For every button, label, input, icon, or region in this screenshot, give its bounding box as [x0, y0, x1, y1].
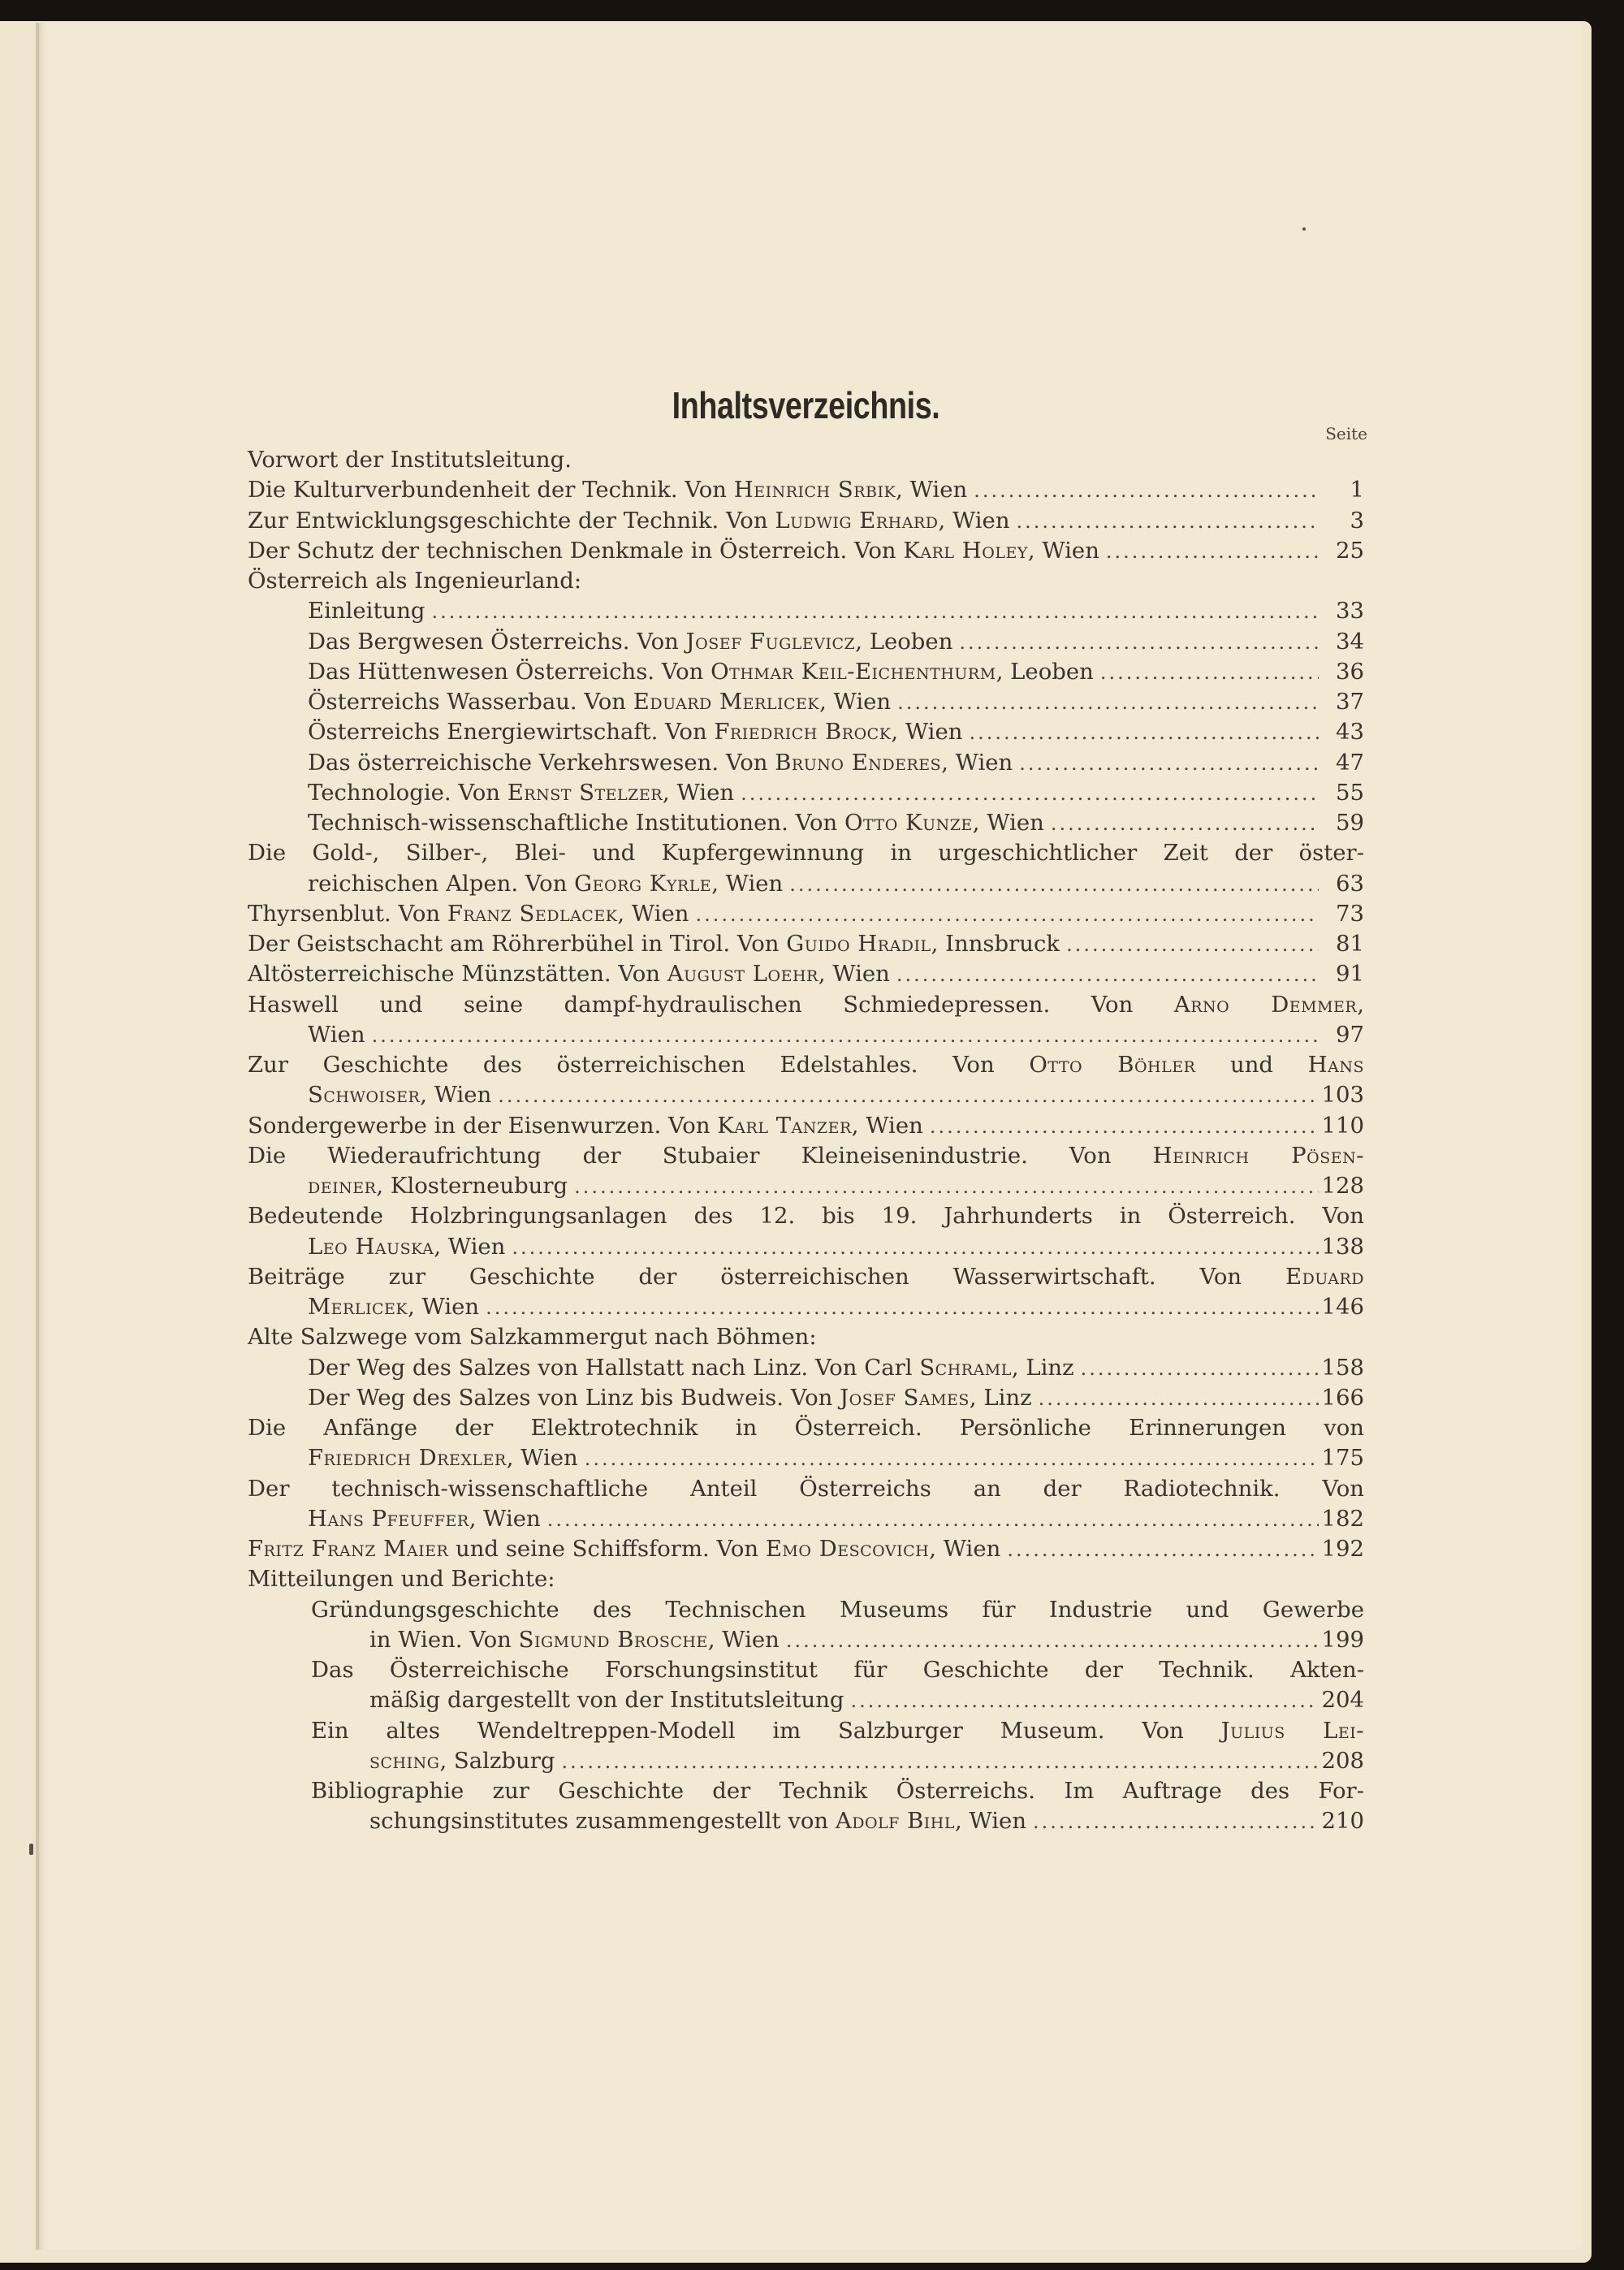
entry-title-text: Die Anfänge der Elektrotechnik in Österreich. Persönliche Erinnerungen von	[248, 1415, 1364, 1441]
author-name: Josef Fuglevicz	[685, 628, 856, 655]
toc-entry	[248, 990, 1364, 1020]
entry-title-text: Der Weg des Salzes von Hallstatt nach Linz. Von Carl	[308, 1354, 920, 1381]
author-name: Leo Hauska	[308, 1233, 434, 1260]
toc-entry	[248, 627, 1364, 657]
page-number: 204	[1321, 1687, 1364, 1714]
leader-dots	[425, 597, 1319, 627]
leader-dots	[541, 1505, 1319, 1535]
entry-title-text: , Wien	[818, 961, 890, 988]
toc-entry-text	[311, 1655, 1364, 1685]
author-name: Friedrich Drexler	[308, 1445, 507, 1472]
entry-title-text: , Wien	[896, 477, 968, 504]
toc-entry	[248, 778, 1364, 808]
entry-title-text: Österreich als Ingenieurland:	[248, 568, 582, 594]
entry-title-text: , Wien	[408, 1294, 480, 1320]
toc-entry	[248, 1232, 1364, 1262]
toc-entry	[248, 869, 1364, 899]
author-name: Guido Hradil	[786, 931, 931, 957]
leader-dots	[1094, 658, 1319, 688]
author-name: Emo Descovich	[765, 1536, 930, 1562]
author-name: Eduard Merlicek	[633, 689, 820, 715]
entry-title-text: Das Österreichische Forschungsinstitut für Geschichte der Technik. Akten-	[311, 1657, 1364, 1683]
entry-title-text: , Salzburg	[439, 1747, 555, 1774]
toc-entry-text	[248, 1413, 1364, 1443]
entry-title-text: Technisch-wissenschaftliche Institutionen. Von	[308, 810, 844, 836]
page-number: 210	[1321, 1808, 1364, 1835]
leader-dots	[491, 1081, 1319, 1111]
page-number: 55	[1336, 779, 1364, 806]
author-name: Julius Lei-	[1220, 1717, 1365, 1744]
toc-entry-text	[369, 1806, 1026, 1836]
page-number: 138	[1321, 1233, 1364, 1260]
author-name: Hans Pfeuffer	[308, 1505, 469, 1532]
entry-title-text: Technologie. Von	[308, 779, 508, 806]
entry-title-text: Alte Salzwege vom Salzkammergut nach Böhmen:	[248, 1324, 817, 1351]
entry-title-text: , Leoben	[855, 628, 953, 655]
toc-entry	[248, 899, 1364, 929]
author-name: August Loehr	[667, 961, 818, 988]
entry-title-text: Wien	[308, 1021, 365, 1048]
toc-entry-text	[248, 1534, 1000, 1564]
page-number: 43	[1336, 719, 1364, 746]
author-name: Heinrich Srbik	[733, 477, 896, 504]
author-name: Bruno Enderes	[775, 749, 942, 776]
entry-title-text: Gründungsgeschichte des Technischen Museums für Industrie und Gewerbe	[311, 1596, 1364, 1623]
toc-entry-text	[248, 1322, 817, 1352]
entry-title-text: Die Gold-, Silber-, Blei- und Kupfergewinnung in urgeschichtlicher Zeit der öster-	[248, 840, 1364, 867]
toc-entry-text	[308, 1080, 491, 1110]
toc-entry-text	[308, 748, 1013, 778]
entry-title-text: , Wien	[938, 507, 1010, 534]
toc-entry	[248, 1806, 1364, 1836]
toc-entry-text	[308, 657, 1094, 687]
entry-title-text: , Innsbruck	[931, 931, 1060, 957]
toc-entry-text	[248, 1050, 1364, 1080]
page-number: 81	[1336, 931, 1364, 957]
entry-title-text: , Wien	[420, 1082, 492, 1109]
page-number: 36	[1336, 658, 1364, 685]
toc-entry-text	[248, 1201, 1364, 1231]
leader-dots	[578, 1444, 1319, 1474]
toc-entry	[248, 959, 1364, 989]
entry-title-text: , Wien	[434, 1233, 506, 1260]
toc-entry-text	[248, 1474, 1364, 1504]
leader-dots	[890, 960, 1319, 990]
toc-entry	[248, 1111, 1364, 1141]
toc-entry	[248, 596, 1364, 626]
page-number: 47	[1336, 749, 1364, 776]
author-name: Karl Holey	[903, 537, 1028, 564]
page-number: 158	[1321, 1354, 1364, 1381]
entry-title-text: Vorwort der Institutsleitung.	[248, 447, 572, 473]
leader-dots	[568, 1172, 1319, 1202]
entry-title-text: Österreichs Wasserbau. Von	[308, 689, 633, 715]
entry-title-text: , Wien	[972, 810, 1044, 836]
toc-entry	[248, 1141, 1364, 1171]
entry-title-text: Sondergewerbe in der Eisenwurzen. Von	[248, 1112, 718, 1139]
entry-title-text: reichischen Alpen. Von	[308, 870, 575, 897]
entry-title-text: Das österreichische Verkehrswesen. Von	[308, 749, 775, 776]
toc-entry	[248, 687, 1364, 717]
leader-dots	[962, 718, 1319, 748]
entry-title-text: Haswell und seine dampf-hydraulischen Schmiedepressen. Von	[248, 991, 1174, 1018]
page-number: 103	[1321, 1082, 1364, 1109]
toc-entry-text	[311, 1595, 1364, 1625]
document-page	[36, 23, 1582, 2250]
author-name: Franz Sedlacek	[447, 900, 618, 927]
leader-dots	[967, 476, 1319, 506]
toc-entry	[248, 566, 1364, 596]
author-name: sching	[369, 1747, 440, 1774]
author-name: Schraml	[919, 1354, 1012, 1381]
leader-dots	[783, 870, 1319, 900]
author-name: Merlicek	[308, 1294, 408, 1320]
toc-entry	[248, 1413, 1364, 1443]
entry-title-text: Mitteilungen und Berichte:	[248, 1566, 555, 1593]
toc-entry-text	[248, 929, 1060, 959]
toc-entry	[248, 1383, 1364, 1413]
author-name: Ludwig Erhard	[775, 507, 939, 534]
toc-entry	[248, 808, 1364, 838]
page-number: 73	[1336, 900, 1364, 927]
toc-entry	[248, 657, 1364, 687]
page-number: 192	[1321, 1536, 1364, 1562]
leader-dots	[1060, 930, 1319, 960]
leader-dots	[734, 779, 1319, 809]
leader-dots	[689, 900, 1319, 930]
entry-title-text: , Wien	[711, 870, 784, 897]
toc-entry	[248, 536, 1364, 566]
leader-dots	[952, 628, 1319, 658]
toc-entry-text	[308, 1292, 479, 1322]
entry-title-text: mäßig dargestellt von der Institutsleitung	[369, 1687, 844, 1714]
toc-entry-text	[248, 566, 581, 596]
toc-entry-text	[369, 1625, 780, 1655]
toc-entry	[248, 1171, 1364, 1201]
entry-title-text: Die Kulturverbundenheit der Technik. Von	[248, 477, 734, 504]
toc-entry	[248, 1080, 1364, 1110]
leader-dots	[1026, 1807, 1319, 1837]
entry-title-text: ,	[1357, 991, 1364, 1018]
toc-entry	[248, 1201, 1364, 1231]
author-name: Arno Demmer	[1173, 991, 1358, 1018]
entry-title-text: , Linz	[1011, 1354, 1074, 1381]
entry-title-text: in Wien. Von	[369, 1626, 519, 1653]
paper-mark	[29, 1844, 33, 1855]
toc-entry-text	[308, 596, 425, 626]
page-number: 110	[1321, 1112, 1364, 1139]
page-number: 146	[1321, 1294, 1364, 1320]
entry-title-text: Bibliographie zur Geschichte der Technik Österreichs. Im Auftrage des For-	[311, 1778, 1364, 1804]
entry-title-text: Das Bergwesen Österreichs. Von	[308, 628, 686, 655]
page-number: 128	[1321, 1173, 1364, 1199]
toc-entry	[248, 838, 1364, 868]
toc-entry-text	[308, 1020, 365, 1050]
entry-title-text: , Wien	[891, 719, 963, 746]
toc-entry	[248, 1353, 1364, 1383]
entry-title-text: und	[1195, 1052, 1308, 1078]
entry-title-text: Die Wiederaufrichtung der Stubaier Kleineisenindustrie. Von	[248, 1142, 1153, 1169]
entry-title-text: Zur Entwicklungsgeschichte der Technik. Von	[248, 507, 775, 534]
page-number: 37	[1336, 689, 1364, 715]
entry-title-text: , Wien	[929, 1536, 1001, 1562]
facing-page-edge	[0, 21, 32, 2259]
toc-entry	[248, 475, 1364, 505]
entry-title-text: , Wien	[955, 1808, 1027, 1835]
toc-entry-text	[248, 1141, 1364, 1171]
toc-entry-text	[308, 1383, 1032, 1413]
toc-entry-text	[248, 506, 1010, 536]
toc-entry-text	[308, 687, 891, 717]
toc-entry-text	[369, 1746, 555, 1776]
toc-entry	[248, 929, 1364, 959]
toc-entry	[248, 1534, 1364, 1564]
toc-entry-text	[311, 1776, 1364, 1806]
entry-title-text: Der Weg des Salzes von Linz bis Budweis. Von	[308, 1384, 840, 1411]
entry-title-text: Österreichs Energiewirtschaft. Von	[308, 719, 715, 746]
entry-title-text: Einleitung	[308, 598, 425, 625]
toc-entry	[248, 1746, 1364, 1776]
author-name: Friedrich Brock	[714, 719, 892, 746]
leader-dots	[505, 1233, 1319, 1263]
page-number: 3	[1350, 507, 1364, 534]
page-number: 199	[1321, 1626, 1364, 1653]
table-of-contents	[248, 445, 1364, 1837]
toc-entry-text	[248, 536, 1099, 566]
page-number: 1	[1350, 477, 1364, 504]
leader-dots	[780, 1626, 1319, 1656]
toc-entry-text	[308, 1232, 505, 1262]
entry-title-text: schungsinstitutes zusammengestellt von	[369, 1808, 836, 1835]
page-number: 97	[1336, 1021, 1364, 1048]
entry-title-text: , Wien	[851, 1112, 923, 1139]
author-name: Georg Kyrle	[574, 870, 712, 897]
toc-entry	[248, 1716, 1364, 1746]
author-name: Schwoiser	[308, 1082, 421, 1109]
page-number: 34	[1336, 628, 1364, 655]
author-name: Ernst Stelzer	[507, 779, 663, 806]
toc-entry-text	[308, 1353, 1074, 1383]
toc-entry	[248, 1020, 1364, 1050]
toc-entry	[248, 717, 1364, 747]
entry-title-text: , Leoben	[996, 658, 1094, 685]
author-name: Heinrich Pösen-	[1152, 1142, 1364, 1169]
page-number: 63	[1336, 870, 1364, 897]
toc-entry-text	[308, 717, 962, 747]
entry-title-text: Bedeutende Holzbringungsanlagen des 12. bis 19. Jahrhunderts in Österreich. Von	[248, 1203, 1364, 1230]
toc-entry	[248, 445, 1364, 475]
toc-entry	[248, 1776, 1364, 1806]
leader-dots	[555, 1747, 1319, 1777]
toc-entry-text	[248, 445, 572, 475]
toc-entry-text	[248, 1564, 555, 1594]
page-number: 175	[1321, 1445, 1364, 1472]
author-name: deiner	[308, 1173, 377, 1199]
entry-title-text: , Wien	[1027, 537, 1099, 564]
toc-entry-text	[308, 1443, 578, 1473]
leader-dots	[844, 1686, 1319, 1716]
entry-title-text: Der technisch-wissenschaftliche Anteil Österreichs an der Radiotechnik. Von	[248, 1475, 1364, 1502]
toc-entry-text	[308, 627, 952, 657]
author-name: Adolf Bihl	[835, 1808, 955, 1835]
leader-dots	[365, 1021, 1319, 1051]
toc-entry-text	[248, 838, 1364, 868]
page-column-header: Seite	[1325, 424, 1367, 443]
page-number: 25	[1336, 537, 1364, 564]
author-name: Karl Tanzer	[717, 1112, 852, 1139]
toc-entry	[248, 1322, 1364, 1352]
entry-title-text: , Klosterneuburg	[376, 1173, 568, 1199]
page-number: 91	[1336, 961, 1364, 988]
entry-title-text: Das Hüttenwesen Österreichs. Von	[308, 658, 711, 685]
page-number: 59	[1336, 810, 1364, 836]
paper-speck	[1302, 227, 1306, 231]
author-name: Othmar Keil-Eichenthurm	[710, 658, 996, 685]
toc-entry-text	[248, 899, 689, 929]
leader-dots	[1032, 1384, 1319, 1414]
page-number: 182	[1321, 1505, 1364, 1532]
entry-title-text: Der Geistschacht am Röhrerbühel in Tirol. Von	[248, 931, 787, 957]
entry-title-text: Thyrsenblut. Von	[248, 900, 447, 927]
toc-entry-text	[308, 778, 734, 808]
leader-dots	[1074, 1354, 1319, 1384]
entry-title-text: , Wien	[506, 1445, 578, 1472]
leader-dots	[1099, 537, 1319, 567]
entry-title-text: , Wien	[941, 749, 1013, 776]
entry-title-text: Beiträge zur Geschichte der österreichischen Wasserwirtschaft. Von	[248, 1263, 1285, 1290]
leader-dots	[1013, 749, 1319, 779]
entry-title-text: Zur Geschichte des österreichischen Edelstahles. Von	[248, 1052, 1030, 1078]
leader-dots	[479, 1293, 1319, 1323]
toc-entry-text	[248, 1111, 923, 1141]
page-title: Inhaltsverzeichnis.	[672, 384, 940, 426]
entry-title-text: Altösterreichische Münzstätten. Von	[248, 961, 667, 988]
toc-entry	[248, 748, 1364, 778]
toc-entry	[248, 1564, 1364, 1594]
page-number: 166	[1321, 1384, 1364, 1411]
author-name: Otto Kunze	[844, 810, 973, 836]
toc-entry	[248, 1625, 1364, 1655]
toc-entry-text	[248, 990, 1364, 1020]
toc-entry	[248, 1262, 1364, 1292]
leader-dots	[923, 1112, 1319, 1142]
author-name: Josef Sames	[840, 1384, 970, 1411]
toc-entry-text	[248, 1262, 1364, 1292]
leader-dots	[1010, 507, 1319, 537]
entry-title-text: , Wien	[707, 1626, 780, 1653]
toc-entry	[248, 1655, 1364, 1685]
toc-entry-text	[308, 1504, 541, 1534]
entry-title-text: , Wien	[617, 900, 689, 927]
author-name: Fritz Franz Maier	[248, 1536, 449, 1562]
leader-dots	[1044, 809, 1319, 839]
leader-dots	[891, 688, 1319, 718]
author-name: Sigmund Brosche	[518, 1626, 708, 1653]
toc-entry	[248, 1292, 1364, 1322]
toc-entry	[248, 1685, 1364, 1715]
toc-entry	[248, 1595, 1364, 1625]
entry-title-text: Ein altes Wendeltreppen-Modell im Salzburger Museum. Von	[311, 1717, 1221, 1744]
entry-title-text: und seine Schiffsform. Von	[448, 1536, 766, 1562]
page-number: 208	[1321, 1747, 1364, 1774]
author-name: Otto Böhler	[1029, 1052, 1196, 1078]
toc-entry	[248, 1443, 1364, 1473]
toc-entry	[248, 1474, 1364, 1504]
author-name: Hans	[1307, 1052, 1364, 1078]
toc-entry-text	[311, 1716, 1364, 1746]
entry-title-text: Der Schutz der technischen Denkmale in Österreich. Von	[248, 537, 904, 564]
toc-entry-text	[308, 808, 1044, 838]
toc-entry-text	[308, 1171, 568, 1201]
toc-entry-text	[369, 1685, 844, 1715]
entry-title-text: , Wien	[663, 779, 735, 806]
toc-entry-text	[248, 475, 967, 505]
entry-title-text: , Wien	[469, 1505, 541, 1532]
toc-entry-text	[308, 869, 783, 899]
entry-title-text: , Wien	[819, 689, 892, 715]
page-number: 33	[1336, 598, 1364, 625]
toc-entry	[248, 1504, 1364, 1534]
toc-entry	[248, 506, 1364, 536]
toc-entry	[248, 1050, 1364, 1080]
entry-title-text: , Linz	[969, 1384, 1032, 1411]
author-name: Eduard	[1285, 1263, 1364, 1290]
toc-entry-text	[248, 959, 890, 989]
leader-dots	[1000, 1535, 1319, 1565]
